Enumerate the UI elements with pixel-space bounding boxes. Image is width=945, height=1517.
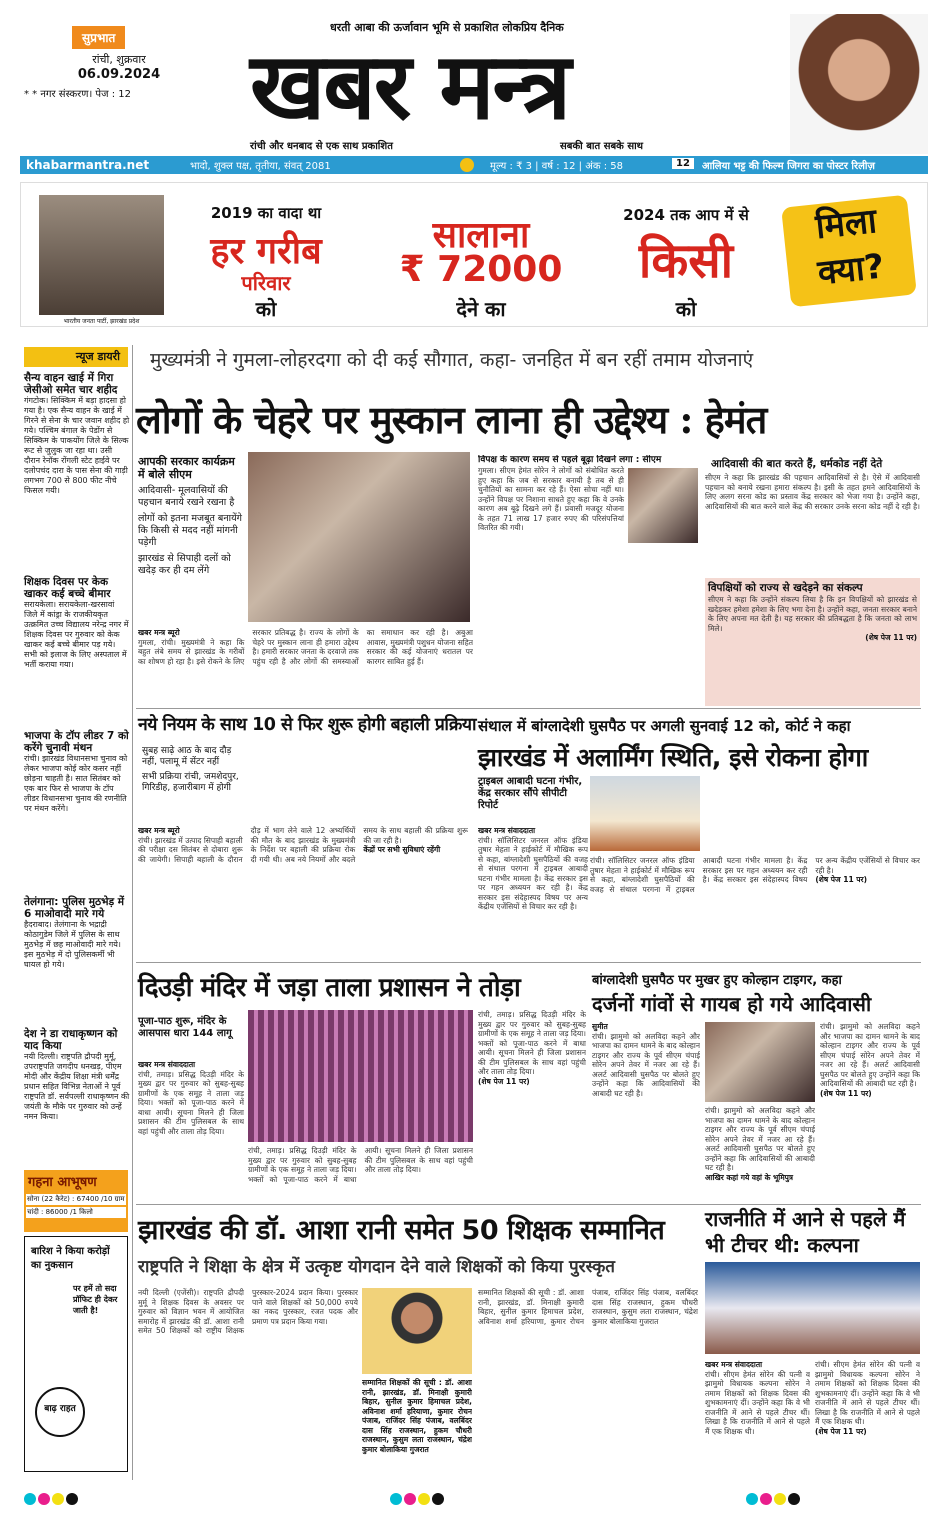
promo-link[interactable]: आलिया भट्ट की फिल्म जिगरा का पोस्टर रिलीज़ bbox=[702, 161, 875, 172]
side-body: सीएम ने कहा कि झारखंड की पहचान आदिवासियों से है। ऐसे में आदिवासी पहचान को बनाये रखना हमारा संकल्प है। इसी के तहत हमने आदिवासियों के लिए अलग सरना कोड का प्रस्ताव केंद्र सरकार को भेजा गया है। उन्होंने कहा, आदिवासियों की बात करने वाले केंद्र की सरकार उनके सरना कोड नहीं दे रही है। bbox=[705, 473, 920, 511]
court-photo bbox=[590, 776, 700, 851]
continued: (शेष पेज 11 पर) bbox=[865, 633, 917, 642]
row-rule bbox=[136, 708, 921, 709]
jewellery-rates bbox=[24, 1170, 128, 1232]
job-point: सभी प्रक्रिया रांची, जमशेदपुर, गिरिडीह, हजारीबाग में होगी bbox=[142, 772, 239, 793]
teacher-headline[interactable]: झारखंड की डॉ. आशा रानी समेत 50 शिक्षक सम्मानित bbox=[138, 1215, 665, 1246]
left-story bbox=[24, 576, 130, 726]
masthead-title: खबर मन्त्र bbox=[250, 32, 570, 140]
job-point: सुबह साढ़े आठ के बाद दौड़ नहीं, पलामू में सेंटर नहीं bbox=[142, 746, 232, 767]
side-story bbox=[478, 455, 698, 705]
champai-photo bbox=[705, 1022, 815, 1102]
ad-text: सालाना bbox=[432, 215, 530, 256]
edition-info bbox=[24, 26, 214, 100]
temple-body-text: रांची, तमाड़। प्रसिद्ध दिउड़ी मंदिर के मुख्य द्वार पर गुरुवार को सुबह-सुबह ग्रामीणों के एक समूह ने ताला जड़ दिया। भक्तों को पूजा-पाठ करने में बाधा आयी। सूचना मिलने ही जिला प्रशासन की टीम पुलिसबल के साथ वहां पहुंची और ताला तोड़ दिया। bbox=[248, 1146, 473, 1184]
teacher-list: सम्मानित शिक्षकों की सूची : डॉ. आशा रानी, झारखंड, डॉ. मिनाक्षी कुमारी बिहार, सुनील कुमार हिमाचल प्रदेश, अविनाश शर्मा हरियाणा, कुमार रोचन पंजाब, राजिंदर सिंह पंजाब, वलबिंदर दास सिंह राजस्थान, हुकम चौधरी राजस्थान, कुसुम लता राजस्थान, चंद्रेश कुमार बोलाकिया गुजरात bbox=[362, 1378, 472, 1454]
edition-misc: * * नगर संस्करण। पेज : 12 bbox=[24, 89, 131, 100]
lead-body-text: गुमला, रांची। मुख्यमंत्री ने कहा कि बहुत लंबे समय से झारखंड के गरीबों का शोषण हो रहा है। इसे रोकने के लिए सरकार प्रतिबद्ध है। राज्य के लोगों के चेहरे पर मुस्कान लाना ही हमारा उद्देश्य है। हमारी सरकार जनता के दरवाजे तक पहुंच रही है और लोगों की समस्याओं का समाधान कर रही है। अबुआ आवास, मुख्यमंत्री पशुधन योजना सहित सरकार की कई योजनाएं धरातल पर कारगर साबित हुई हैं। bbox=[138, 628, 473, 666]
continued: (शेष पेज 11 पर) bbox=[820, 1088, 872, 1098]
gold-rate: सोना (22 कैरेट) : 67400 /10 ग्राम bbox=[27, 1195, 125, 1203]
job-body bbox=[138, 826, 468, 956]
story-body: गंगटोक। सिक्किम में बड़ा हादसा हो गया है। एक सैन्य वाहन के खाई में गिरने से सेना के चार जवान शहीद हो गये। पश्चिम बंगाल के पेडोंग से सिक्किम के पाकयोंग जिले के सिल्क रूट से जुलुक जा रहा था। उसी दौरान रेनॉक रोंगली स्टेट हाईवे पर दलोपचंद दारा के पास सेना की गाड़ी लगभग 700 से 800 फीट नीचे फिसल गयी। bbox=[24, 396, 130, 495]
kalpana-photo bbox=[705, 1262, 920, 1354]
side-story bbox=[705, 578, 920, 706]
champai-kicker: बांग्लादेशी घुसपैठ पर मुखर हुए कोल्हान टाइगर, कहा bbox=[592, 973, 842, 988]
temple-box: पूजा-पाठ शुरू, मंदिर के आसपास धारा 144 लागू bbox=[138, 1016, 232, 1039]
site-link[interactable]: khabarmantra.net bbox=[26, 158, 150, 172]
side-headline[interactable]: विपक्ष के कारण समय से पहले बूढ़ा दिखने लगा : सीएम bbox=[478, 455, 662, 465]
silver-rate: चांदी : 86000 /1 किलो bbox=[26, 1207, 126, 1218]
ad-caption: भारतीय जनता पार्टी, झारखंड प्रदेश bbox=[63, 318, 140, 325]
kalpana-body bbox=[705, 1360, 810, 1478]
bd-box: ट्राइबल आबादी घटना गंभीर, केंद्र सरकार सौंपे सीपीटी रिपोर्ट bbox=[478, 776, 583, 811]
cm-speech-photo bbox=[248, 452, 470, 622]
champai-subhead: आखिर कहां गये वहां के भूमिपुत्र bbox=[705, 1172, 794, 1182]
job-subhead: केंद्रों पर सभी सुविधाएं रहेंगी bbox=[363, 845, 441, 854]
cartoon-bag: बाढ़ राहत bbox=[35, 1387, 85, 1437]
masthead-sub-right: सबकी बात सबके साथ bbox=[560, 141, 644, 152]
story-headline[interactable]: देश ने डा राधाकृष्णन को याद किया bbox=[24, 1028, 118, 1052]
teacher-kicker: राष्ट्रपति ने शिक्षा के क्षेत्र में उत्कृष्ट योगदान देने वाले शिक्षकों को किया पुरस्कृत bbox=[138, 1257, 615, 1277]
champai-body-text: रांची। झामुमो को अलविदा कहने और भाजपा का दामन थामने के बाद कोल्हान टाइगर और राज्य के पूर्व सीएम चंपाई सोरेन अपने तेवर में नजर आ रहे हैं। अलर्ट आदिवासी घुसपैठ पर बोलते हुए उन्होंने कहा कि आदिवासियों की आबादी घट रही है। bbox=[592, 1031, 700, 1098]
actress-photo bbox=[790, 14, 928, 154]
masthead-tagline: धरती आबा की ऊर्जावान भूमि से प्रकाशित लोकप्रिय दैनिक bbox=[330, 21, 564, 34]
ad-text: परिवार bbox=[241, 271, 291, 295]
teacher-body-text: नयी दिल्ली (एजेंसी)। राष्ट्रपति द्रौपदी मुर्मू ने शिक्षक दिवस के अवसर पर गुरुवार को विज्ञान भवन में आयोजित समारोह में झारखंड की डॉ. आशा रानी समेत 50 शिक्षकों को राष्ट्रीय शिक्षक पुरस्कार-2024 प्रदान किया। पुरस्कार पाने वाले शिक्षकों को 50,000 रुपये का नकद पुरस्कार, रजत पदक और प्रमाण पत्र प्रदान किया गया। bbox=[138, 1288, 358, 1335]
lead-point: झारखंड से सिपाही दलों को खदेड़ कर ही दम लेंगे bbox=[138, 553, 231, 576]
temple-body bbox=[138, 1060, 244, 1200]
lead-box-title: आपकी सरकार कार्यक्रम में बोले सीएम bbox=[138, 455, 235, 481]
champai-body-2 bbox=[705, 1106, 815, 1198]
champai-headline[interactable]: दर्जनों गांवों से गायब हो गये आदिवासी bbox=[592, 992, 872, 1016]
lead-points bbox=[138, 455, 242, 577]
ad-text: 2024 तक आप में से bbox=[623, 206, 749, 224]
bd-body-cont bbox=[590, 856, 920, 958]
continued: (शेष पेज 11 पर) bbox=[815, 875, 868, 884]
lead-point: आदिवासी- मूलवासियों की पहचान बनाये रखने रखना है bbox=[138, 485, 235, 508]
row-rule bbox=[136, 962, 921, 963]
champai-body-text: रांची। झामुमो को अलविदा कहने और भाजपा का दामन थामने के बाद कोल्हान टाइगर और राज्य के पूर्व सीएम चंपाई सोरेन अपने तेवर में नजर आ रहे हैं। अलर्ट आदिवासी घुसपैठ पर बोलते हुए उन्होंने कहा कि आदिवासियों की आबादी घट रही है। bbox=[820, 1022, 920, 1088]
left-story bbox=[24, 372, 130, 572]
byline: खबर मन्त्र संवाददाता bbox=[705, 1360, 763, 1369]
champai-body bbox=[592, 1022, 700, 1198]
byline: सुमीत bbox=[592, 1022, 608, 1031]
ad-bubble: मिला क्या? bbox=[781, 195, 917, 308]
story-headline[interactable]: तेलंगाना: पुलिस मुठभेड़ में 6 माओवादी मारे गये bbox=[24, 896, 125, 920]
lead-point: लोगों को इतना मजबूत बनायेंगे कि किसी से मदद नहीं मांगनी पड़ेगी bbox=[138, 513, 242, 548]
teacher-body bbox=[138, 1288, 358, 1478]
edition-badge: सुप्रभात bbox=[72, 26, 125, 49]
row-rule bbox=[136, 1204, 921, 1205]
teacher-list-b bbox=[478, 1288, 698, 1478]
president-photo bbox=[362, 1288, 472, 1374]
cartoon-caption: बारिश ने किया करोड़ों का नुकसान bbox=[31, 1246, 110, 1271]
temple-body-text: रांची, तमाड़। प्रसिद्ध दिउड़ी मंदिर के मुख्य द्वार पर गुरुवार को सुबह-सुबह ग्रामीणों के एक समूह ने ताला जड़ दिया। भक्तों को पूजा-पाठ करने में बाधा आयी। सूचना मिलने ही जिला प्रशासन की टीम पुलिसबल के साथ वहां पहुंची और ताला तोड़ दिया। bbox=[478, 1010, 586, 1076]
champai-body-3 bbox=[820, 1022, 920, 1198]
lead-body bbox=[138, 628, 473, 708]
left-story bbox=[24, 896, 130, 1018]
temple-body-cont bbox=[248, 1146, 473, 1198]
story-headline[interactable]: शिक्षक दिवस पर केक खाकर कई बच्चे बीमार bbox=[24, 576, 111, 600]
kalpana-body-2 bbox=[815, 1360, 920, 1478]
byline: खबर मन्त्र संवाददाता bbox=[138, 1060, 196, 1069]
ad-text: को bbox=[675, 297, 697, 321]
cartoon bbox=[24, 1236, 128, 1472]
story-body: नयी दिल्ली। राष्ट्रपति द्रौपदी मुर्मू, उपराष्ट्रपति जगदीप धनखड़, पीएम मोदी और केंद्रीय शिक्षा मंत्री धर्मेंद्र प्रधान सहित विभिन्न नेताओं ने पूर्व राष्ट्रपति डॉ. सर्वपल्ली राधाकृष्णन की जयंती के मौके पर गुरुवार को उन्हें नमन किया। bbox=[24, 1052, 130, 1121]
side-headline[interactable]: विपक्षियों को राज्य से खदेड़ने का संकल्प bbox=[708, 582, 863, 594]
ad-text: हर गरीब bbox=[210, 231, 322, 272]
bd-body-text: रांची। सॉलिसिटर जनरल ऑफ इंडिया तुषार मेहता ने हाईकोर्ट में मौखिक रूप से कहा, बांग्लादेशी घुसपैठियों की वजह से संथाल परगना में ट्राइबल आबादी घटना गंभीर मामला है। केंद्र सरकार इस पर गहन अध्ययन कर रही है। केंद्र सरकार इस संदेहास्पद विषय पर अन्य केंद्रीय एजेंसियों से विचार कर रही है। bbox=[590, 856, 920, 894]
ad-text: ₹ 72000 bbox=[399, 249, 563, 290]
story-body: रांची। झारखंड विधानसभा चुनाव को लेकर भाजपा कोई कोर कसर नहीं छोड़ना चाहती है। सात सितंबर को एक बार फिर से भाजपा के टॉप लीडर विधानसभा चुनाव की रणनीति पर मंथन करेंगे। bbox=[24, 754, 128, 813]
ad-text: किसी bbox=[638, 233, 734, 289]
kalpana-headline[interactable]: राजनीति में आने से पहले मैं भी टीचर थी: कल्पना bbox=[705, 1207, 906, 1257]
continued: (शेष पेज 11 पर) bbox=[478, 1076, 530, 1086]
bd-kicker: संथाल में बांग्लादेशी घुसपैठ पर अगली सुनवाई 12 को, कोर्ट ने कहा bbox=[478, 717, 851, 735]
ad-text: 2019 का वादा था bbox=[210, 204, 322, 222]
job-headline[interactable]: नये नियम के साथ 10 से फिर शुरू होगी बहाली प्रक्रिया bbox=[138, 715, 477, 735]
cartoon-bubble: पर हमें तो सदा प्रॉफिट ही देकर जाती है! bbox=[73, 1284, 118, 1315]
left-story bbox=[24, 1028, 130, 1164]
registration-marks bbox=[24, 1490, 924, 1504]
masthead-sub-left: रांची और धनबाद से एक साथ प्रकाशित bbox=[250, 141, 393, 152]
side-body: सीएम ने कहा कि उन्होंने संकल्प लिया है कि इन विपक्षियों को झारखंड से खदेड़कर हमेशा हमेशा के लिए भगा देना है। उन्होंने कहा, जनता सरकार बनाने के लिए अपना मत देती है। यह सरकार की प्रतिबद्धता है कि जनता को लाभ मिले। bbox=[708, 595, 917, 633]
temple-body-text: रांची, तमाड़। प्रसिद्ध दिउड़ी मंदिर के मुख्य द्वार पर गुरुवार को सुबह-सुबह ग्रामीणों के एक समूह ने ताला जड़ दिया। भक्तों को पूजा-पाठ करने में बाधा आयी। सूचना मिलने ही जिला प्रशासन की टीम पुलिसबल के साथ वहां पहुंची और ताला तोड़ दिया। bbox=[138, 1069, 244, 1136]
byline: खबर मन्त्र ब्यूरो bbox=[138, 826, 180, 835]
teacher-list-a bbox=[362, 1378, 472, 1478]
bd-body-text: रांची। सॉलिसिटर जनरल ऑफ इंडिया तुषार मेहता ने हाईकोर्ट में मौखिक रूप से कहा, बांग्लादेशी घुसपैठियों की वजह से संथाल परगना में ट्राइबल आबादी घटना गंभीर मामला है। केंद्र सरकार इस पर गहन अध्ययन कर रही है। केंद्र सरकार इस संदेहास्पद विषय पर अन्य केंद्रीय एजेंसियों से विचार कर रही है। bbox=[478, 835, 588, 911]
story-body: हैदराबाद। तेलंगाना के भद्राद्री कोठागुडेम जिले में पुलिस के साथ मुठभेड़ में छह माओवादी मारे गये। इस मुठभेड़ में दो पुलिसकर्मी भी घायल हो गये। bbox=[24, 920, 121, 969]
bd-body bbox=[478, 826, 588, 958]
lead-headline[interactable]: लोगों के चेहरे पर मुस्कान लाना ही उद्देश्य : हेमंत bbox=[136, 397, 767, 442]
kalpana-body-text: रांची। सीएम हेमंत सोरेन की पत्नी व झामुमो विधायक कल्पना सोरेन ने तमाम शिक्षकों को शिक्षक दिवस की शुभकामनाएं दीं। उन्होंने कहा कि वे भी राजनीति में आने से पहले टीचर थीं। लिखा है कि राजनीति में आने से पहले मैं एक शिक्षक थी। bbox=[815, 1360, 920, 1426]
lead-kicker: मुख्यमंत्री ने गुमला-लोहरदगा को दी कई सौगात, कहा- जनहित में बन रहीं तमाम योजनाएं bbox=[150, 349, 754, 371]
ad-photo bbox=[39, 195, 164, 315]
news-diary-header: न्यूज डायरी bbox=[24, 347, 128, 367]
continued: (शेष पेज 11 पर) bbox=[815, 1426, 867, 1436]
edition-date: 06.09.2024 bbox=[77, 67, 161, 82]
side-story bbox=[705, 455, 920, 565]
byline: खबर मन्त्र ब्यूरो bbox=[138, 628, 180, 637]
issue-info: मूल्य : ₹ 3 | वर्ष : 12 | अंक : 58 bbox=[490, 161, 623, 172]
temple-headline[interactable]: दिउड़ी मंदिर में जड़ा ताला प्रशासन ने तोड़ा bbox=[138, 973, 521, 1003]
champai-body-text: रांची। झामुमो को अलविदा कहने और भाजपा का दामन थामने के बाद कोल्हान टाइगर और राज्य के पूर्व सीएम चंपाई सोरेन अपने तेवर में नजर आ रहे हैं। अलर्ट आदिवासी घुसपैठ पर बोलते हुए उन्होंने कहा कि आदिवासियों की आबादी घट रही है। bbox=[705, 1106, 815, 1172]
left-story bbox=[24, 730, 130, 892]
job-points bbox=[142, 746, 246, 794]
temple-side bbox=[478, 1010, 586, 1198]
ad-text: को bbox=[255, 297, 277, 321]
side-body: गुमला। सीएम हेमंत सोरेन ने लोगों को संबोधित करते हुए कहा कि जब से सरकार बनायी है तब से ही चुनौतियों का सामना कर रहे हैं। ऐसा सोचा नहीं था। उन्होंने विपक्ष पर निशाना साधते हुए कहा कि वे उनके कारण अब बूढ़े दिखने लगे हैं। प्रवासी मजदूर योजना के तहत 71 लाख 17 हजार रुपए की परिसंपत्तियां वितरित की गयी। bbox=[478, 466, 624, 532]
hindu-date: भादो, शुक्ल पक्ष, तृतीया, संवत् 2081 bbox=[190, 161, 331, 172]
kalpana-body-text: रांची। सीएम हेमंत सोरेन की पत्नी व झामुमो विधायक कल्पना सोरेन ने तमाम शिक्षकों को शिक्षक दिवस की शुभकामनाएं दीं। उन्होंने कहा कि वे भी राजनीति में आने से पहले टीचर थीं। लिखा है कि राजनीति में आने से पहले मैं एक शिक्षक थी। bbox=[705, 1369, 810, 1436]
info-bar bbox=[20, 156, 928, 174]
byline: खबर मन्त्र संवाददाता bbox=[478, 826, 536, 835]
political-ad bbox=[20, 182, 928, 327]
story-headline[interactable]: भाजपा के टॉप लीडर 7 को करेंगे चुनावी मंथन bbox=[24, 730, 129, 754]
ad-text: देने का bbox=[456, 297, 506, 321]
job-body-text: रांची। झारखंड में उत्पाद सिपाही बहाली की परीक्षा दस सितंबर से दोबारा शुरू की जायेगी। सिपाही बहाली के दौरान दौड़ में भाग लेने वाले 12 अभ्यर्थियों की मौत के बाद झारखंड के मुख्यमंत्री के निर्देश पर बहाली की प्रक्रिया रोक दी गयी थी। अब नये नियमों और बदले समय के साथ बहाली की प्रक्रिया शुरू की जा रही है। bbox=[138, 826, 468, 864]
teacher-list: सम्मानित शिक्षकों की सूची : डॉ. आशा रानी, झारखंड, डॉ. मिनाक्षी कुमारी बिहार, सुनील कुमार हिमाचल प्रदेश, अविनाश शर्मा हरियाणा, कुमार रोचन पंजाब, राजिंदर सिंह पंजाब, वलबिंदर दास सिंह राजस्थान, हुकम चौधरी राजस्थान, कुसुम लता राजस्थान, चंद्रेश कुमार बोलाकिया गुजरात bbox=[478, 1288, 698, 1326]
column-rule bbox=[132, 345, 133, 1480]
story-body: सरायकेला। सरायकेला-खरसावां जिले में कांड्रा के राजकीयकृत उत्क्रमित उच्च विद्यालय नरेन्द्र नगर में शिक्षक दिवस पर गुरुवार को केक खाकर कई बच्चे बीमार पड़ गये। सभी को इलाज के लिए अस्पताल में भर्ती कराया गया। bbox=[24, 600, 129, 669]
page-count: 12 bbox=[672, 158, 694, 169]
temple-gate-photo bbox=[248, 1010, 473, 1142]
story-headline[interactable]: सैन्य वाहन खाई में गिरा जेसीओ समेत चार शहीद bbox=[24, 372, 118, 396]
jewellery-title: गहना आभूषण bbox=[28, 1175, 97, 1190]
logo-icon bbox=[460, 158, 474, 172]
cm-portrait bbox=[628, 468, 698, 543]
edition-place: रांची, शुक्रवार bbox=[92, 53, 146, 66]
bd-headline[interactable]: झारखंड में अलार्मिंग स्थिति, इसे रोकना होगा bbox=[478, 743, 868, 772]
side-headline[interactable]: आदिवासी की बात करते हैं, धर्मकोड नहीं देते bbox=[711, 458, 883, 470]
